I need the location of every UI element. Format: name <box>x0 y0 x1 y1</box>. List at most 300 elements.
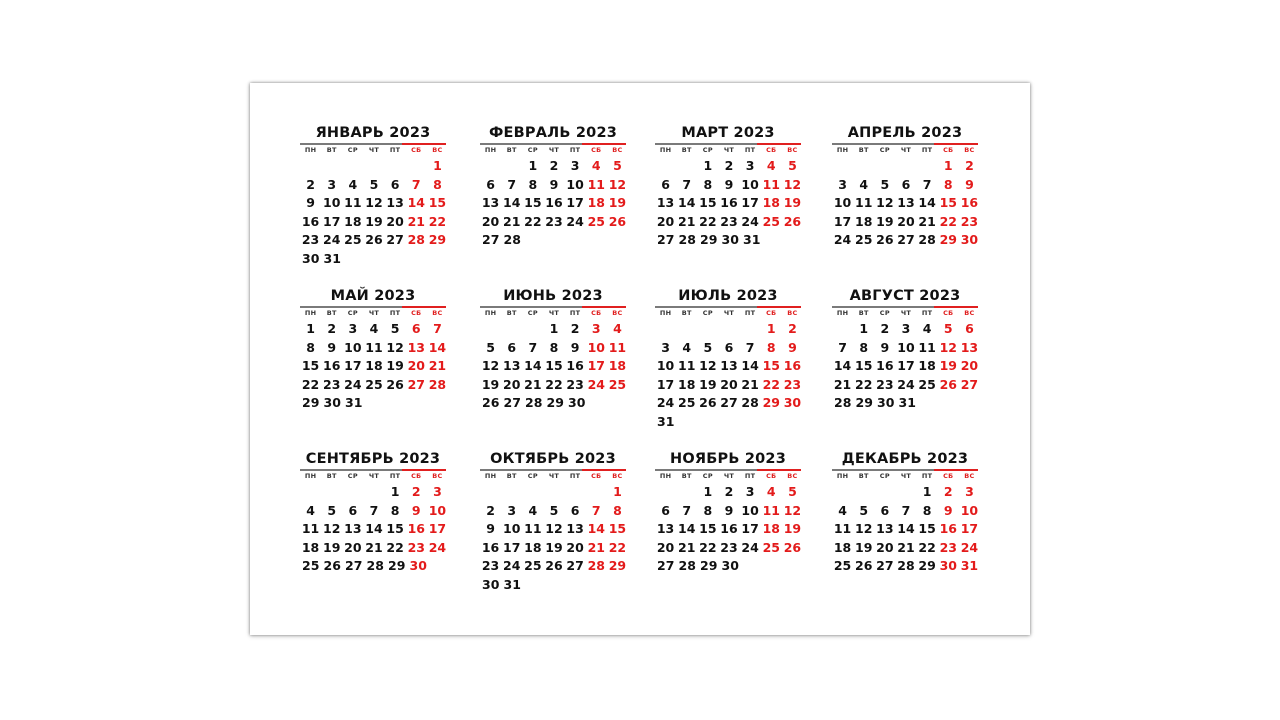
day-cell: 14 <box>407 195 425 210</box>
day-cell: 2 <box>724 484 734 499</box>
day-cell: 23 <box>323 376 341 392</box>
day-cell: 15 <box>301 358 320 373</box>
day-cell: 23 <box>545 213 563 229</box>
weekday-label: ПТ <box>744 309 756 317</box>
day-cell: 21 <box>365 539 383 555</box>
weekday-label: ПН <box>659 146 672 154</box>
week-row <box>832 339 980 358</box>
weekday-label: ЧТ <box>368 146 380 154</box>
week-row <box>300 176 448 195</box>
day-cell: 20 <box>503 376 521 392</box>
weekday-label: ПТ <box>921 309 933 317</box>
week-row <box>832 320 980 339</box>
day-cell: 13 <box>876 521 894 536</box>
day-cell: 7 <box>591 502 601 518</box>
empty-cell <box>501 157 522 176</box>
day-cell: 20 <box>897 213 915 229</box>
title-underline <box>832 469 978 471</box>
day-cell: 8 <box>703 502 713 518</box>
weekday-label: ВС <box>964 309 975 317</box>
day-cell: 2 <box>570 321 580 336</box>
week-row <box>832 520 980 539</box>
day-cell: 15 <box>386 521 404 536</box>
day-cell: 29 <box>939 232 957 247</box>
day-cell: 10 <box>428 502 447 518</box>
weekend-underline <box>402 306 446 308</box>
day-cell: 20 <box>566 539 584 555</box>
day-cell: 19 <box>608 195 627 210</box>
week-row <box>480 231 628 250</box>
day-cell: 1 <box>859 321 869 336</box>
day-cell: 2 <box>411 484 421 499</box>
weeks <box>830 157 980 250</box>
day-cell: 3 <box>348 321 358 336</box>
weekday-label: ЧТ <box>548 146 560 154</box>
day-cell: 31 <box>960 558 979 573</box>
day-cell: 5 <box>486 339 495 355</box>
day-cell: 4 <box>766 484 776 499</box>
day-cell: 12 <box>783 176 802 192</box>
day-cell: 31 <box>503 576 521 592</box>
day-cell: 25 <box>608 376 627 392</box>
day-cell: 27 <box>345 558 363 573</box>
day-cell: 20 <box>656 539 675 555</box>
weekday-label: СБ <box>766 472 777 480</box>
day-cell: 17 <box>741 521 759 536</box>
day-cell: 24 <box>656 395 675 410</box>
month-title: ФЕВРАЛЬ 2023 <box>488 125 618 141</box>
day-cell: 16 <box>783 358 802 373</box>
week-row <box>655 231 803 250</box>
week-row <box>300 376 448 395</box>
weekday-header <box>480 308 628 319</box>
day-cell: 13 <box>344 521 362 536</box>
weekend-underline <box>402 143 446 145</box>
day-cell: 19 <box>876 213 894 229</box>
week-row <box>480 576 628 595</box>
day-cell: 28 <box>428 376 447 392</box>
weekday-label: ЧТ <box>900 309 912 317</box>
day-cell: 14 <box>428 339 447 355</box>
day-cell: 3 <box>591 321 601 336</box>
empty-cell <box>363 483 384 502</box>
weeks <box>298 483 448 576</box>
day-cell: 25 <box>833 558 852 573</box>
day-cell: 11 <box>918 339 936 355</box>
month-title: ИЮНЬ 2023 <box>503 288 603 304</box>
weeks <box>478 320 628 413</box>
weekday-label: ПН <box>304 472 317 480</box>
title-underline <box>300 143 446 145</box>
week-row <box>655 213 803 232</box>
day-cell: 31 <box>345 395 363 410</box>
day-cell: 12 <box>855 521 873 536</box>
day-cell: 20 <box>344 539 362 555</box>
week-row <box>832 213 980 232</box>
empty-cell <box>676 483 697 502</box>
empty-cell <box>874 157 895 176</box>
weekday-header <box>480 145 628 156</box>
day-cell: 11 <box>833 521 852 536</box>
week-row <box>300 483 448 502</box>
day-cell: 7 <box>901 502 911 518</box>
day-cell: 19 <box>855 539 873 555</box>
day-cell: 5 <box>788 158 797 173</box>
day-cell: 9 <box>486 521 495 536</box>
month-block <box>830 123 980 250</box>
weekday-header <box>832 308 980 319</box>
day-cell: 2 <box>788 321 797 336</box>
day-cell: 6 <box>507 339 517 355</box>
weekday-label: ЧТ <box>548 309 560 317</box>
day-cell: 9 <box>570 339 580 355</box>
day-cell: 10 <box>656 358 675 373</box>
month-title: АПРЕЛЬ 2023 <box>847 125 963 141</box>
day-cell: 14 <box>678 195 696 210</box>
day-cell: 27 <box>720 395 738 410</box>
weekday-label: ВТ <box>681 309 692 317</box>
day-cell: 24 <box>741 213 759 229</box>
weekend-underline <box>757 143 801 145</box>
weekday-label: ПТ <box>569 472 581 480</box>
day-cell: 8 <box>922 502 932 518</box>
day-cell: 10 <box>960 502 979 518</box>
day-cell: 12 <box>699 358 717 373</box>
day-cell: 10 <box>323 195 341 210</box>
month-title: МАРТ 2023 <box>681 125 775 141</box>
weekend-underline <box>934 306 978 308</box>
weekday-label: ЧТ <box>548 472 560 480</box>
empty-cell <box>853 157 874 176</box>
day-cell: 12 <box>876 195 894 210</box>
day-cell: 24 <box>833 232 852 247</box>
day-cell: 27 <box>960 376 979 392</box>
day-cell: 18 <box>833 539 852 555</box>
day-cell: 7 <box>369 502 379 518</box>
weekday-label: ВС <box>964 146 975 154</box>
day-cell: 9 <box>549 176 559 192</box>
day-cell: 30 <box>877 395 895 410</box>
day-cell: 26 <box>365 232 383 247</box>
weeks <box>653 320 803 431</box>
day-cell: 22 <box>855 376 873 392</box>
day-cell: 1 <box>766 321 776 336</box>
day-cell: 5 <box>327 502 337 518</box>
weekday-label: СР <box>879 472 890 480</box>
day-cell: 23 <box>481 558 500 573</box>
weekday-label: ВТ <box>506 472 517 480</box>
day-cell: 29 <box>302 395 320 410</box>
day-cell: 30 <box>939 558 957 573</box>
day-cell: 24 <box>741 539 759 555</box>
day-cell: 6 <box>348 502 358 518</box>
week-row <box>832 557 980 576</box>
day-cell: 22 <box>386 539 404 555</box>
day-cell: 14 <box>678 521 696 536</box>
empty-cell <box>522 483 543 502</box>
day-cell: 13 <box>407 339 425 355</box>
weekday-label: ПТ <box>921 146 933 154</box>
day-cell: 17 <box>503 539 521 555</box>
day-cell: 27 <box>566 558 584 573</box>
week-row <box>300 231 448 250</box>
week-row <box>480 376 628 395</box>
day-cell: 5 <box>943 321 953 336</box>
day-cell: 15 <box>608 521 627 536</box>
weekday-label: ВС <box>787 309 798 317</box>
weekday-label: ПТ <box>744 472 756 480</box>
week-row <box>655 176 803 195</box>
day-cell: 17 <box>587 358 605 373</box>
empty-cell <box>895 157 916 176</box>
day-cell: 25 <box>855 232 873 247</box>
day-cell: 28 <box>503 232 521 247</box>
day-cell: 31 <box>898 395 916 410</box>
day-cell: 12 <box>386 339 404 355</box>
day-cell: 1 <box>922 484 932 499</box>
day-cell: 24 <box>566 213 584 229</box>
day-cell: 30 <box>783 395 802 410</box>
day-cell: 29 <box>700 558 718 573</box>
day-cell: 22 <box>939 213 957 229</box>
weekday-header <box>832 145 980 156</box>
day-cell: 12 <box>323 521 341 536</box>
day-cell: 11 <box>608 339 627 355</box>
day-cell: 15 <box>918 521 936 536</box>
day-cell: 23 <box>720 539 738 555</box>
week-row <box>480 176 628 195</box>
day-cell: 16 <box>481 539 500 555</box>
day-cell: 14 <box>587 521 605 536</box>
day-cell: 18 <box>524 539 542 555</box>
day-cell: 9 <box>724 502 734 518</box>
weekday-label: ВС <box>964 472 975 480</box>
title-underline <box>832 143 978 145</box>
day-cell: 28 <box>741 395 759 410</box>
month-block <box>830 449 980 576</box>
day-cell: 27 <box>503 395 521 410</box>
day-cell: 7 <box>507 176 517 192</box>
weekday-header <box>300 471 448 482</box>
day-cell: 28 <box>678 558 696 573</box>
weekend-underline <box>757 306 801 308</box>
week-row <box>655 502 803 521</box>
weekend-underline <box>402 469 446 471</box>
empty-cell <box>480 320 501 339</box>
empty-cell <box>917 157 938 176</box>
weekday-label: ПН <box>836 472 849 480</box>
week-row <box>655 394 803 413</box>
day-cell: 30 <box>721 558 739 573</box>
week-row <box>655 357 803 376</box>
weekday-label: ВТ <box>858 146 869 154</box>
day-cell: 24 <box>344 376 362 392</box>
day-cell: 3 <box>745 158 755 173</box>
day-cell: 29 <box>700 232 718 247</box>
week-row <box>655 520 803 539</box>
day-cell: 10 <box>741 502 759 518</box>
day-cell: 20 <box>656 213 675 229</box>
day-cell: 29 <box>855 395 873 410</box>
day-cell: 3 <box>745 484 755 499</box>
weeks <box>830 320 980 413</box>
day-cell: 17 <box>833 213 852 229</box>
day-cell: 16 <box>720 195 738 210</box>
day-cell: 20 <box>386 213 404 229</box>
day-cell: 5 <box>613 158 622 173</box>
empty-cell <box>676 157 697 176</box>
day-cell: 3 <box>433 484 442 499</box>
day-cell: 20 <box>407 358 425 373</box>
day-cell: 1 <box>433 158 442 173</box>
weekday-label: СР <box>527 309 538 317</box>
day-cell: 22 <box>699 539 717 555</box>
day-cell: 8 <box>549 339 559 355</box>
day-cell: 25 <box>678 395 696 410</box>
week-row <box>480 502 628 521</box>
weekend-underline <box>582 306 626 308</box>
weekday-label: СР <box>702 472 713 480</box>
day-cell: 21 <box>524 376 542 392</box>
week-row <box>300 520 448 539</box>
weekday-label: ВС <box>612 309 623 317</box>
day-cell: 26 <box>783 213 802 229</box>
weekend-underline <box>582 143 626 145</box>
week-row <box>655 339 803 358</box>
day-cell: 21 <box>833 376 852 392</box>
month-block <box>298 449 448 576</box>
day-cell: 10 <box>587 339 605 355</box>
day-cell: 13 <box>566 521 584 536</box>
weekday-label: ПТ <box>921 472 933 480</box>
day-cell: 6 <box>486 176 495 192</box>
day-cell: 5 <box>859 502 869 518</box>
day-cell: 22 <box>524 213 542 229</box>
empty-cell <box>874 483 895 502</box>
weekday-label: ЧТ <box>368 472 380 480</box>
week-row <box>300 557 448 576</box>
empty-cell <box>718 320 739 339</box>
day-cell: 22 <box>608 539 627 555</box>
empty-cell <box>565 483 586 502</box>
day-cell: 8 <box>433 176 442 192</box>
day-cell: 28 <box>366 558 384 573</box>
day-cell: 18 <box>678 376 696 392</box>
weekday-label: ВС <box>432 146 443 154</box>
day-cell: 19 <box>365 213 383 229</box>
day-cell: 6 <box>965 321 974 336</box>
day-cell: 19 <box>481 376 500 392</box>
day-cell: 15 <box>524 195 542 210</box>
weekend-underline <box>757 469 801 471</box>
week-row <box>832 376 980 395</box>
day-cell: 24 <box>503 558 521 573</box>
day-cell: 22 <box>762 376 780 392</box>
day-cell: 10 <box>897 339 915 355</box>
month-block <box>298 123 448 268</box>
day-cell: 18 <box>762 195 780 210</box>
empty-cell <box>832 320 853 339</box>
day-cell: 16 <box>323 358 341 373</box>
day-cell: 8 <box>306 339 315 355</box>
week-row <box>300 357 448 376</box>
day-cell: 22 <box>699 213 717 229</box>
day-cell: 19 <box>939 358 957 373</box>
weekday-label: ПН <box>484 309 497 317</box>
weekday-label: ВТ <box>506 309 517 317</box>
day-cell: 16 <box>545 195 563 210</box>
day-cell: 2 <box>965 158 974 173</box>
weekday-label: ВС <box>612 472 623 480</box>
day-cell: 17 <box>344 358 362 373</box>
day-cell: 25 <box>918 376 936 392</box>
day-cell: 30 <box>302 250 320 266</box>
weekday-label: СР <box>702 309 713 317</box>
day-cell: 15 <box>699 521 717 536</box>
weekday-label: СР <box>527 146 538 154</box>
day-cell: 19 <box>323 539 341 555</box>
day-cell: 11 <box>524 521 542 536</box>
day-cell: 24 <box>960 539 979 555</box>
day-cell: 2 <box>943 484 953 499</box>
empty-cell <box>363 157 384 176</box>
day-cell: 11 <box>587 176 605 192</box>
weekday-label: ВТ <box>326 472 337 480</box>
day-cell: 16 <box>876 358 894 373</box>
day-cell: 18 <box>918 358 936 373</box>
day-cell: 4 <box>306 502 315 518</box>
day-cell: 14 <box>365 521 383 536</box>
day-cell: 15 <box>699 195 717 210</box>
day-cell: 6 <box>661 502 670 518</box>
day-cell: 25 <box>762 213 780 229</box>
day-cell: 17 <box>897 358 915 373</box>
day-cell: 1 <box>943 158 953 173</box>
day-cell: 6 <box>880 502 890 518</box>
day-cell: 14 <box>524 358 542 373</box>
weeks <box>298 157 448 268</box>
week-row <box>655 539 803 558</box>
day-cell: 13 <box>960 339 979 355</box>
month-block <box>478 123 628 250</box>
day-cell: 1 <box>549 321 559 336</box>
empty-cell <box>300 157 321 176</box>
day-cell: 18 <box>762 521 780 536</box>
day-cell: 21 <box>678 539 696 555</box>
day-cell: 26 <box>386 376 404 392</box>
month-title: ИЮЛЬ 2023 <box>678 288 778 304</box>
day-cell: 1 <box>306 321 315 336</box>
day-cell: 28 <box>897 558 915 573</box>
day-cell: 22 <box>545 376 563 392</box>
day-cell: 13 <box>656 521 675 536</box>
empty-cell <box>676 320 697 339</box>
day-cell: 4 <box>348 176 358 192</box>
day-cell: 9 <box>327 339 337 355</box>
week-row <box>300 394 448 413</box>
day-cell: 6 <box>901 176 911 192</box>
day-cell: 8 <box>703 176 713 192</box>
day-cell: 20 <box>720 376 738 392</box>
day-cell: 3 <box>838 176 847 192</box>
month-title: ДЕКАБРЬ 2023 <box>841 451 969 467</box>
day-cell: 19 <box>386 358 404 373</box>
day-cell: 24 <box>428 539 447 555</box>
week-row <box>832 194 980 213</box>
week-row <box>655 194 803 213</box>
day-cell: 28 <box>918 232 936 247</box>
day-cell: 3 <box>570 158 580 173</box>
